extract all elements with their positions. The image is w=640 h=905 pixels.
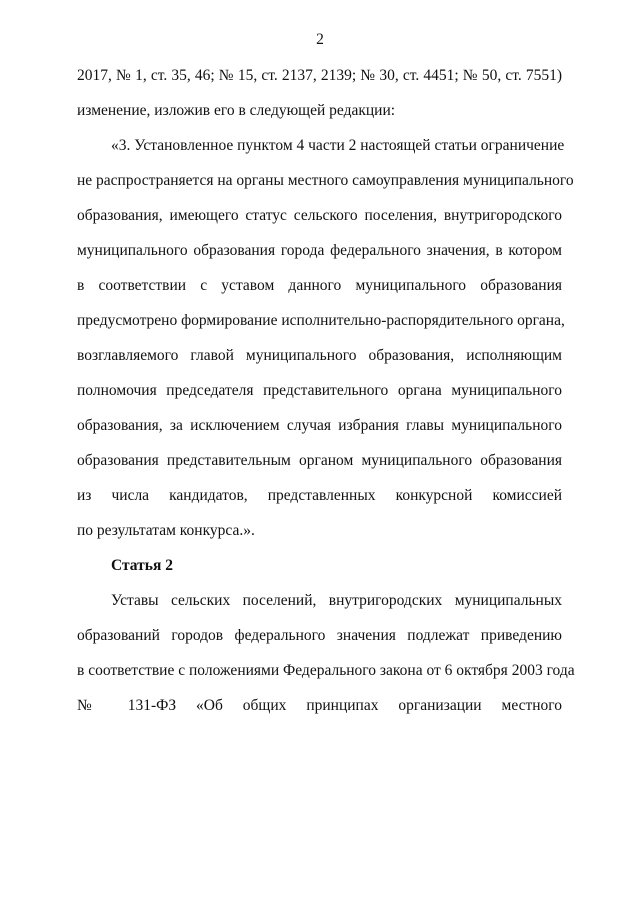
quote-line-3: образования, имеющего статус сельского поселения, внутригородского (77, 207, 562, 224)
quote-line-9: образования, за исключением случая избрания главы муниципального (77, 417, 562, 434)
quote-line-10: образования представительным органом муниципального образования (77, 452, 562, 469)
article-body-line-1: Уставы сельских поселений, внутригородских муниципальных (111, 592, 562, 609)
quote-line-4: муниципального образования города федерального значения, в котором (77, 242, 562, 259)
quote-line-5: в соответствии с уставом данного муниципального образования (77, 277, 562, 294)
quote-line-1: «3. Установленное пунктом 4 части 2 настоящей статьи ограничение (111, 137, 565, 154)
intro-line-2: изменение, изложив его в следующей редакции: (77, 102, 396, 119)
quote-line-8: полномочия председателя представительного органа муниципального (77, 382, 562, 399)
quote-line-7: возглавляемого главой муниципального образования, исполняющим (77, 347, 562, 364)
article-heading: Статья 2 (111, 557, 173, 574)
intro-line-1: 2017, № 1, ст. 35, 46; № 15, ст. 2137, 2139; № 30, ст. 4451; № 50, ст. 7551) (77, 67, 562, 84)
quote-line-11: из числа кандидатов, представленных конкурсной комиссией (77, 487, 562, 504)
article-body-line-4: № 131-ФЗ «Об общих принципах организации местного (77, 697, 562, 714)
quote-line-6: предусмотрено формирование исполнительно-распорядительного органа, (77, 312, 565, 329)
quote-line-12: по результатам конкурса.». (77, 522, 255, 539)
article-body-line-2: образований городов федерального значения подлежат приведению (77, 627, 562, 644)
article-body-line-3: в соответствие с положениями Федерального закона от 6 октября 2003 года (77, 662, 575, 679)
page-number: 2 (316, 31, 324, 48)
quote-line-2: не распространяется на органы местного самоуправления муниципального (77, 172, 574, 189)
